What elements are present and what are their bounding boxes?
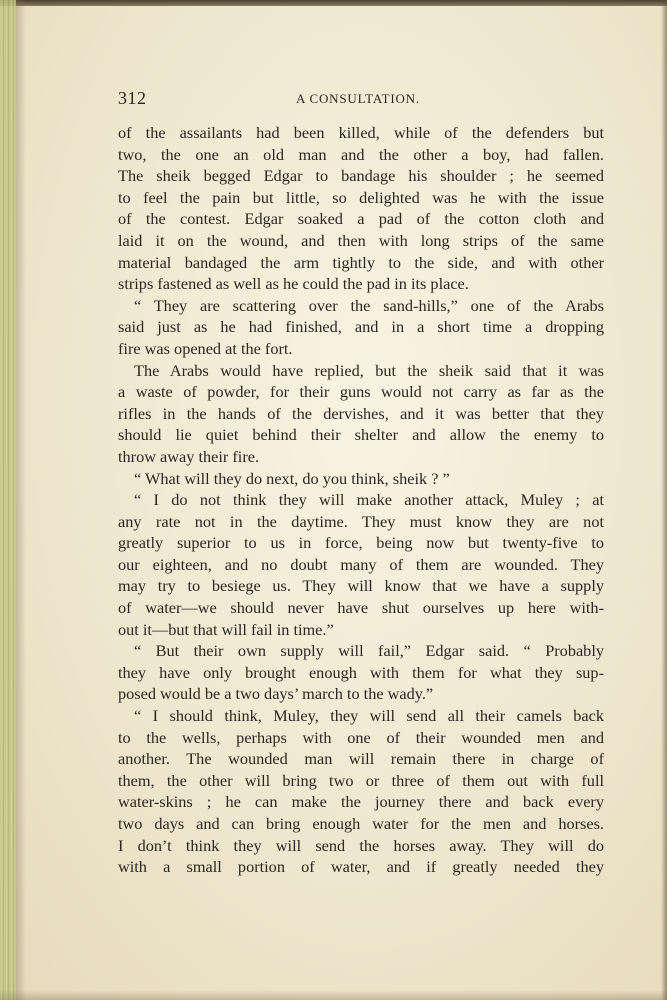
text-line: The Arabs would have replied, but the sheik said that it was xyxy=(134,360,604,380)
text-line: fire was opened at the fort. xyxy=(118,338,293,358)
text-line: “ They are scattering over the sand-hills,” one of the Arabs xyxy=(134,295,604,315)
body-text xyxy=(118,122,604,878)
text-line: “ What will they do next, do you think, sheik ? ” xyxy=(134,468,450,488)
text-line: our eighteen, and no doubt many of them are wounded. They xyxy=(118,554,604,574)
text-line: two days and can bring enough water for the men and horses. xyxy=(118,814,604,833)
text-line: two, the one an old man and the other a boy, had fallen. xyxy=(118,144,604,164)
text-line: them, the other will bring two or three of them out with full xyxy=(118,770,604,790)
text-line: material bandaged the arm tightly to the side, and with other xyxy=(118,252,604,272)
text-line: of the contest. Edgar soaked a pad of the cotton cloth and xyxy=(118,209,604,229)
page-header xyxy=(118,88,604,110)
text-line: with a small portion of water, and if greatly needed they xyxy=(118,857,604,877)
text-line: strips fastened as well as he could the pad in its place. xyxy=(118,274,469,294)
text-line: they have only brought enough with them for what they sup- xyxy=(118,662,604,682)
running-head: A CONSULTATION. xyxy=(296,91,420,106)
text-line: any rate not in the daytime. They must know they are not xyxy=(118,511,604,531)
text-line: greatly superior to us in force, being now but twenty-five to xyxy=(118,533,604,553)
text-line: to feel the pain but little, so delighted was he with the issue xyxy=(118,187,604,207)
text-line: rifles in the hands of the dervishes, and it was better that they xyxy=(118,403,604,423)
text-line: posed would be a two days’ march to the wady.” xyxy=(118,684,434,704)
text-line: “ I should think, Muley, they will send all their camels back xyxy=(134,706,604,726)
text-line: to the wells, perhaps with one of their wounded men and xyxy=(118,727,604,747)
text-line: of the assailants had been killed, while of the defenders but xyxy=(118,123,604,142)
text-line: water-skins ; he can make the journey there and back every xyxy=(118,792,604,812)
text-line: should lie quiet behind their shelter and allow the enemy to xyxy=(118,425,604,445)
text-line: a waste of powder, for their guns would not carry as far as the xyxy=(118,382,604,402)
page-number: 312 xyxy=(118,88,147,108)
text-line: of water—we should never have shut ourselves up here with- xyxy=(118,598,604,618)
text-line: another. The wounded man will remain there in charge of xyxy=(118,749,604,769)
text-line: The sheik begged Edgar to bandage his shoulder ; he seemed xyxy=(118,166,604,186)
book-spine xyxy=(0,0,16,1000)
page-top-edge xyxy=(0,0,667,6)
text-line: throw away their fire. xyxy=(118,446,260,466)
gutter-shadow xyxy=(16,0,26,1000)
text-line: out it—but that will fail in time.” xyxy=(118,619,334,639)
page-right-edge xyxy=(661,0,667,1000)
text-line: said just as he had finished, and in a short time a dropping xyxy=(118,317,604,337)
text-line: “ But their own supply will fail,” Edgar said. “ Probably xyxy=(134,641,604,661)
page-bottom-edge xyxy=(0,990,667,1000)
text-line: laid it on the wound, and then with long strips of the same xyxy=(118,230,604,250)
text-line: may try to besiege us. They will know that we have a supply xyxy=(118,576,604,596)
text-line: “ I do not think they will make another attack, Muley ; at xyxy=(134,490,604,510)
text-line: I don’t think they will send the horses away. They will do xyxy=(118,835,604,855)
